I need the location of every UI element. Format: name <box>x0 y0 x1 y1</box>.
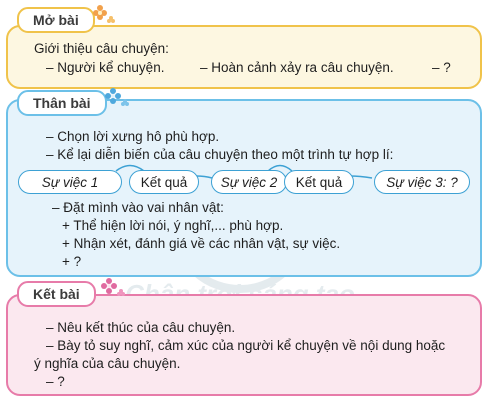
ket-bai-line-ket-thuc: – Nêu kết thúc của câu chuyện. <box>46 320 236 335</box>
than-bai-line-xung-ho: – Chọn lời xưng hô phù hợp. <box>46 129 220 144</box>
ket-bai-line-suy-nghi-cont: ý nghĩa của câu chuyện. <box>34 356 181 371</box>
flow-result-1: Kết quả <box>129 170 199 194</box>
flow-event-1: Sự việc 1 <box>18 170 122 194</box>
than-bai-role-intro: – Đặt mình vào vai nhân vật: <box>52 200 224 215</box>
flower-icon <box>100 276 126 298</box>
than-bai-role-2: + Nhận xét, đánh giá về các nhân vật, sự việc. <box>62 236 341 251</box>
than-bai-line-dien-bien: – Kể lại diễn biến của câu chuyện theo một trình tự hợp lí: <box>46 147 394 162</box>
mo-bai-intro: Giới thiệu câu chuyện: <box>34 41 169 56</box>
ket-bai-line-suy-nghi: – Bày tỏ suy nghĩ, cảm xúc của người kể chuyện về nội dung hoặc <box>46 338 446 353</box>
than-bai-tag: Thân bài <box>17 90 107 116</box>
flow-result-2: Kết quả <box>284 170 354 194</box>
ket-bai-tag: Kết bài <box>17 281 96 307</box>
mo-bai-item-other: – ? <box>432 60 451 75</box>
mo-bai-tag: Mở bài <box>17 7 95 33</box>
flow-event-3: Sự việc 3: ? <box>374 170 470 194</box>
ket-bai-line-other: – ? <box>46 374 65 389</box>
than-bai-role-3: + ? <box>62 254 82 269</box>
flow-event-2: Sự việc 2 <box>211 170 287 194</box>
than-bai-role-1: + Thể hiện lời nói, ý nghĩ,... phù hợp. <box>62 218 284 233</box>
mo-bai-item-narrator: – Người kể chuyện. <box>46 60 165 75</box>
mo-bai-item-context: – Hoàn cảnh xảy ra câu chuyện. <box>200 60 394 75</box>
